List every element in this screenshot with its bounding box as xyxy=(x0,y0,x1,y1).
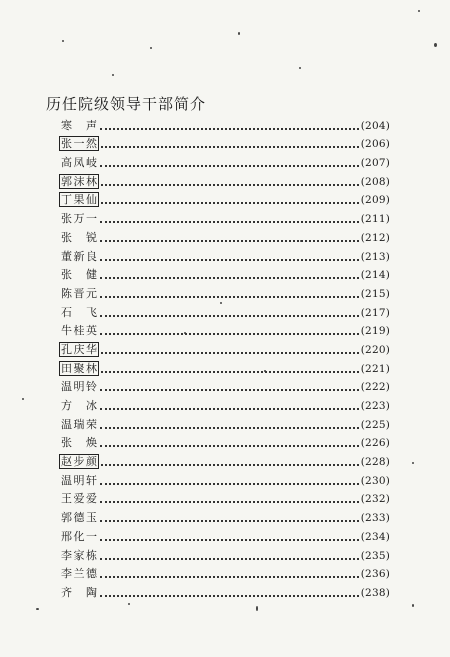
toc-list xyxy=(60,114,390,600)
toc-entry-page: (211) xyxy=(360,213,390,226)
toc-entry-page: (235) xyxy=(360,549,390,562)
dot-leader xyxy=(100,538,359,541)
toc-entry-page: (217) xyxy=(360,306,390,319)
dot-leader xyxy=(101,183,359,186)
toc-entry-name-boxed: 郭沫林 xyxy=(61,174,97,188)
toc-entry xyxy=(60,544,390,563)
scan-speck xyxy=(112,74,114,76)
dot-leader xyxy=(100,332,359,335)
toc-entry xyxy=(60,525,390,544)
toc-entry xyxy=(60,563,390,582)
toc-entry xyxy=(60,264,390,283)
toc-entry-name: 高凤岐 xyxy=(61,156,97,170)
toc-entry-page: (228) xyxy=(360,456,390,469)
toc-entry-name-boxed: 张一然 xyxy=(61,137,97,151)
dot-leader xyxy=(100,482,359,485)
toc-entry-page: (238) xyxy=(360,586,390,599)
dot-leader xyxy=(101,201,359,204)
toc-entry-name: 李家栋 xyxy=(61,548,97,562)
dot-leader xyxy=(101,463,359,466)
toc-entry-page: (215) xyxy=(360,287,390,300)
toc-entry-name-boxed: 丁果仙 xyxy=(61,193,97,207)
dot-leader xyxy=(100,258,359,261)
dot-leader xyxy=(100,276,359,279)
toc-entry xyxy=(60,581,390,600)
scan-speck xyxy=(62,40,64,42)
toc-entry-page: (234) xyxy=(360,530,390,543)
dot-leader xyxy=(101,145,359,148)
toc-entry-page: (233) xyxy=(360,512,390,525)
toc-entry xyxy=(60,432,390,451)
toc-entry-page: (222) xyxy=(360,381,390,394)
dot-leader xyxy=(100,575,359,578)
toc-entry xyxy=(60,469,390,488)
toc-entry-name: 张 锐 xyxy=(61,230,97,244)
toc-entry-page: (213) xyxy=(360,250,390,263)
toc-entry-name: 郭德玉 xyxy=(61,511,97,525)
toc-entry-name: 齐 陶 xyxy=(61,585,97,599)
toc-entry-name: 温明轩 xyxy=(61,473,97,487)
toc-entry-name: 张万一 xyxy=(61,212,97,226)
toc-entry xyxy=(60,301,390,320)
toc-entry xyxy=(60,151,390,170)
toc-entry xyxy=(60,282,390,301)
toc-entry-page: (212) xyxy=(360,231,390,244)
dot-leader xyxy=(100,519,359,522)
toc-entry-name: 张 焕 xyxy=(61,436,97,450)
dot-leader xyxy=(100,426,359,429)
toc-entry-page: (209) xyxy=(360,194,390,207)
toc-entry xyxy=(60,226,390,245)
toc-entry-name: 张 健 xyxy=(61,268,97,282)
toc-entry-name: 邢化一 xyxy=(61,529,97,543)
toc-entry xyxy=(60,338,390,357)
toc-entry xyxy=(60,413,390,432)
scan-speck xyxy=(412,462,414,464)
toc-entry-page: (225) xyxy=(360,418,390,431)
dot-leader xyxy=(100,407,359,410)
toc-entry-page: (220) xyxy=(360,343,390,356)
toc-entry-name: 陈晋元 xyxy=(61,286,97,300)
toc-entry-page: (232) xyxy=(360,493,390,506)
dot-leader xyxy=(100,127,359,130)
dot-leader xyxy=(100,557,359,560)
scan-speck xyxy=(150,47,152,49)
toc-entry xyxy=(60,133,390,152)
toc-entry-page: (208) xyxy=(360,175,390,188)
toc-entry-name: 寒 声 xyxy=(61,118,97,132)
toc-entry xyxy=(60,207,390,226)
toc-entry-page: (207) xyxy=(360,157,390,170)
toc-entry-page: (219) xyxy=(360,325,390,338)
dot-leader xyxy=(100,239,359,242)
toc-entry xyxy=(60,357,390,376)
toc-entry-page: (221) xyxy=(360,362,390,375)
dot-leader xyxy=(100,164,359,167)
section-title: 历任院级领导干部简介 xyxy=(46,95,207,113)
toc-entry-name: 牛桂英 xyxy=(61,324,97,338)
toc-entry-name: 石 飞 xyxy=(61,305,97,319)
toc-entry-page: (206) xyxy=(360,138,390,151)
toc-entry xyxy=(60,488,390,507)
scan-speck xyxy=(299,67,301,69)
toc-entry-name: 李兰德 xyxy=(61,567,97,581)
toc-entry xyxy=(60,376,390,395)
toc-entry-page: (230) xyxy=(360,474,390,487)
scan-speck xyxy=(128,603,130,605)
toc-entry xyxy=(60,114,390,133)
toc-entry-name: 温瑞荣 xyxy=(61,417,97,431)
toc-entry-name: 方 冰 xyxy=(61,399,97,412)
toc-entry xyxy=(60,170,390,189)
toc-entry xyxy=(60,450,390,469)
scan-speck xyxy=(418,10,420,12)
toc-entry-page: (226) xyxy=(360,437,390,450)
toc-entry xyxy=(60,245,390,264)
dot-leader xyxy=(100,314,359,317)
toc-entry-name: 王爱爱 xyxy=(61,492,97,506)
dot-leader xyxy=(100,295,359,298)
toc-entry xyxy=(60,394,390,413)
scan-speck xyxy=(36,608,39,610)
toc-entry-name-boxed: 孔庆华 xyxy=(61,342,97,356)
toc-entry xyxy=(60,320,390,339)
toc-entry-name: 温明铃 xyxy=(61,380,97,394)
toc-entry xyxy=(60,506,390,525)
toc-entry-name-boxed: 田聚林 xyxy=(61,361,97,375)
dot-leader xyxy=(100,594,359,597)
toc-entry-name: 董新良 xyxy=(61,249,97,263)
dot-leader xyxy=(101,351,359,354)
toc-entry xyxy=(60,189,390,208)
scan-speck xyxy=(238,32,240,35)
dot-leader xyxy=(100,500,359,503)
dot-leader xyxy=(100,444,359,447)
dot-leader xyxy=(100,220,359,223)
scan-speck xyxy=(22,398,24,400)
toc-entry-page: (204) xyxy=(360,119,390,132)
dot-leader xyxy=(101,370,359,373)
toc-entry-page: (223) xyxy=(360,400,390,412)
dot-leader xyxy=(100,388,359,391)
scan-speck xyxy=(256,606,258,611)
scan-speck xyxy=(412,604,414,607)
toc-entry-page: (236) xyxy=(360,568,390,581)
scan-speck xyxy=(434,43,437,47)
toc-entry-name-boxed: 赵步颜 xyxy=(61,455,97,469)
toc-entry-page: (214) xyxy=(360,269,390,282)
